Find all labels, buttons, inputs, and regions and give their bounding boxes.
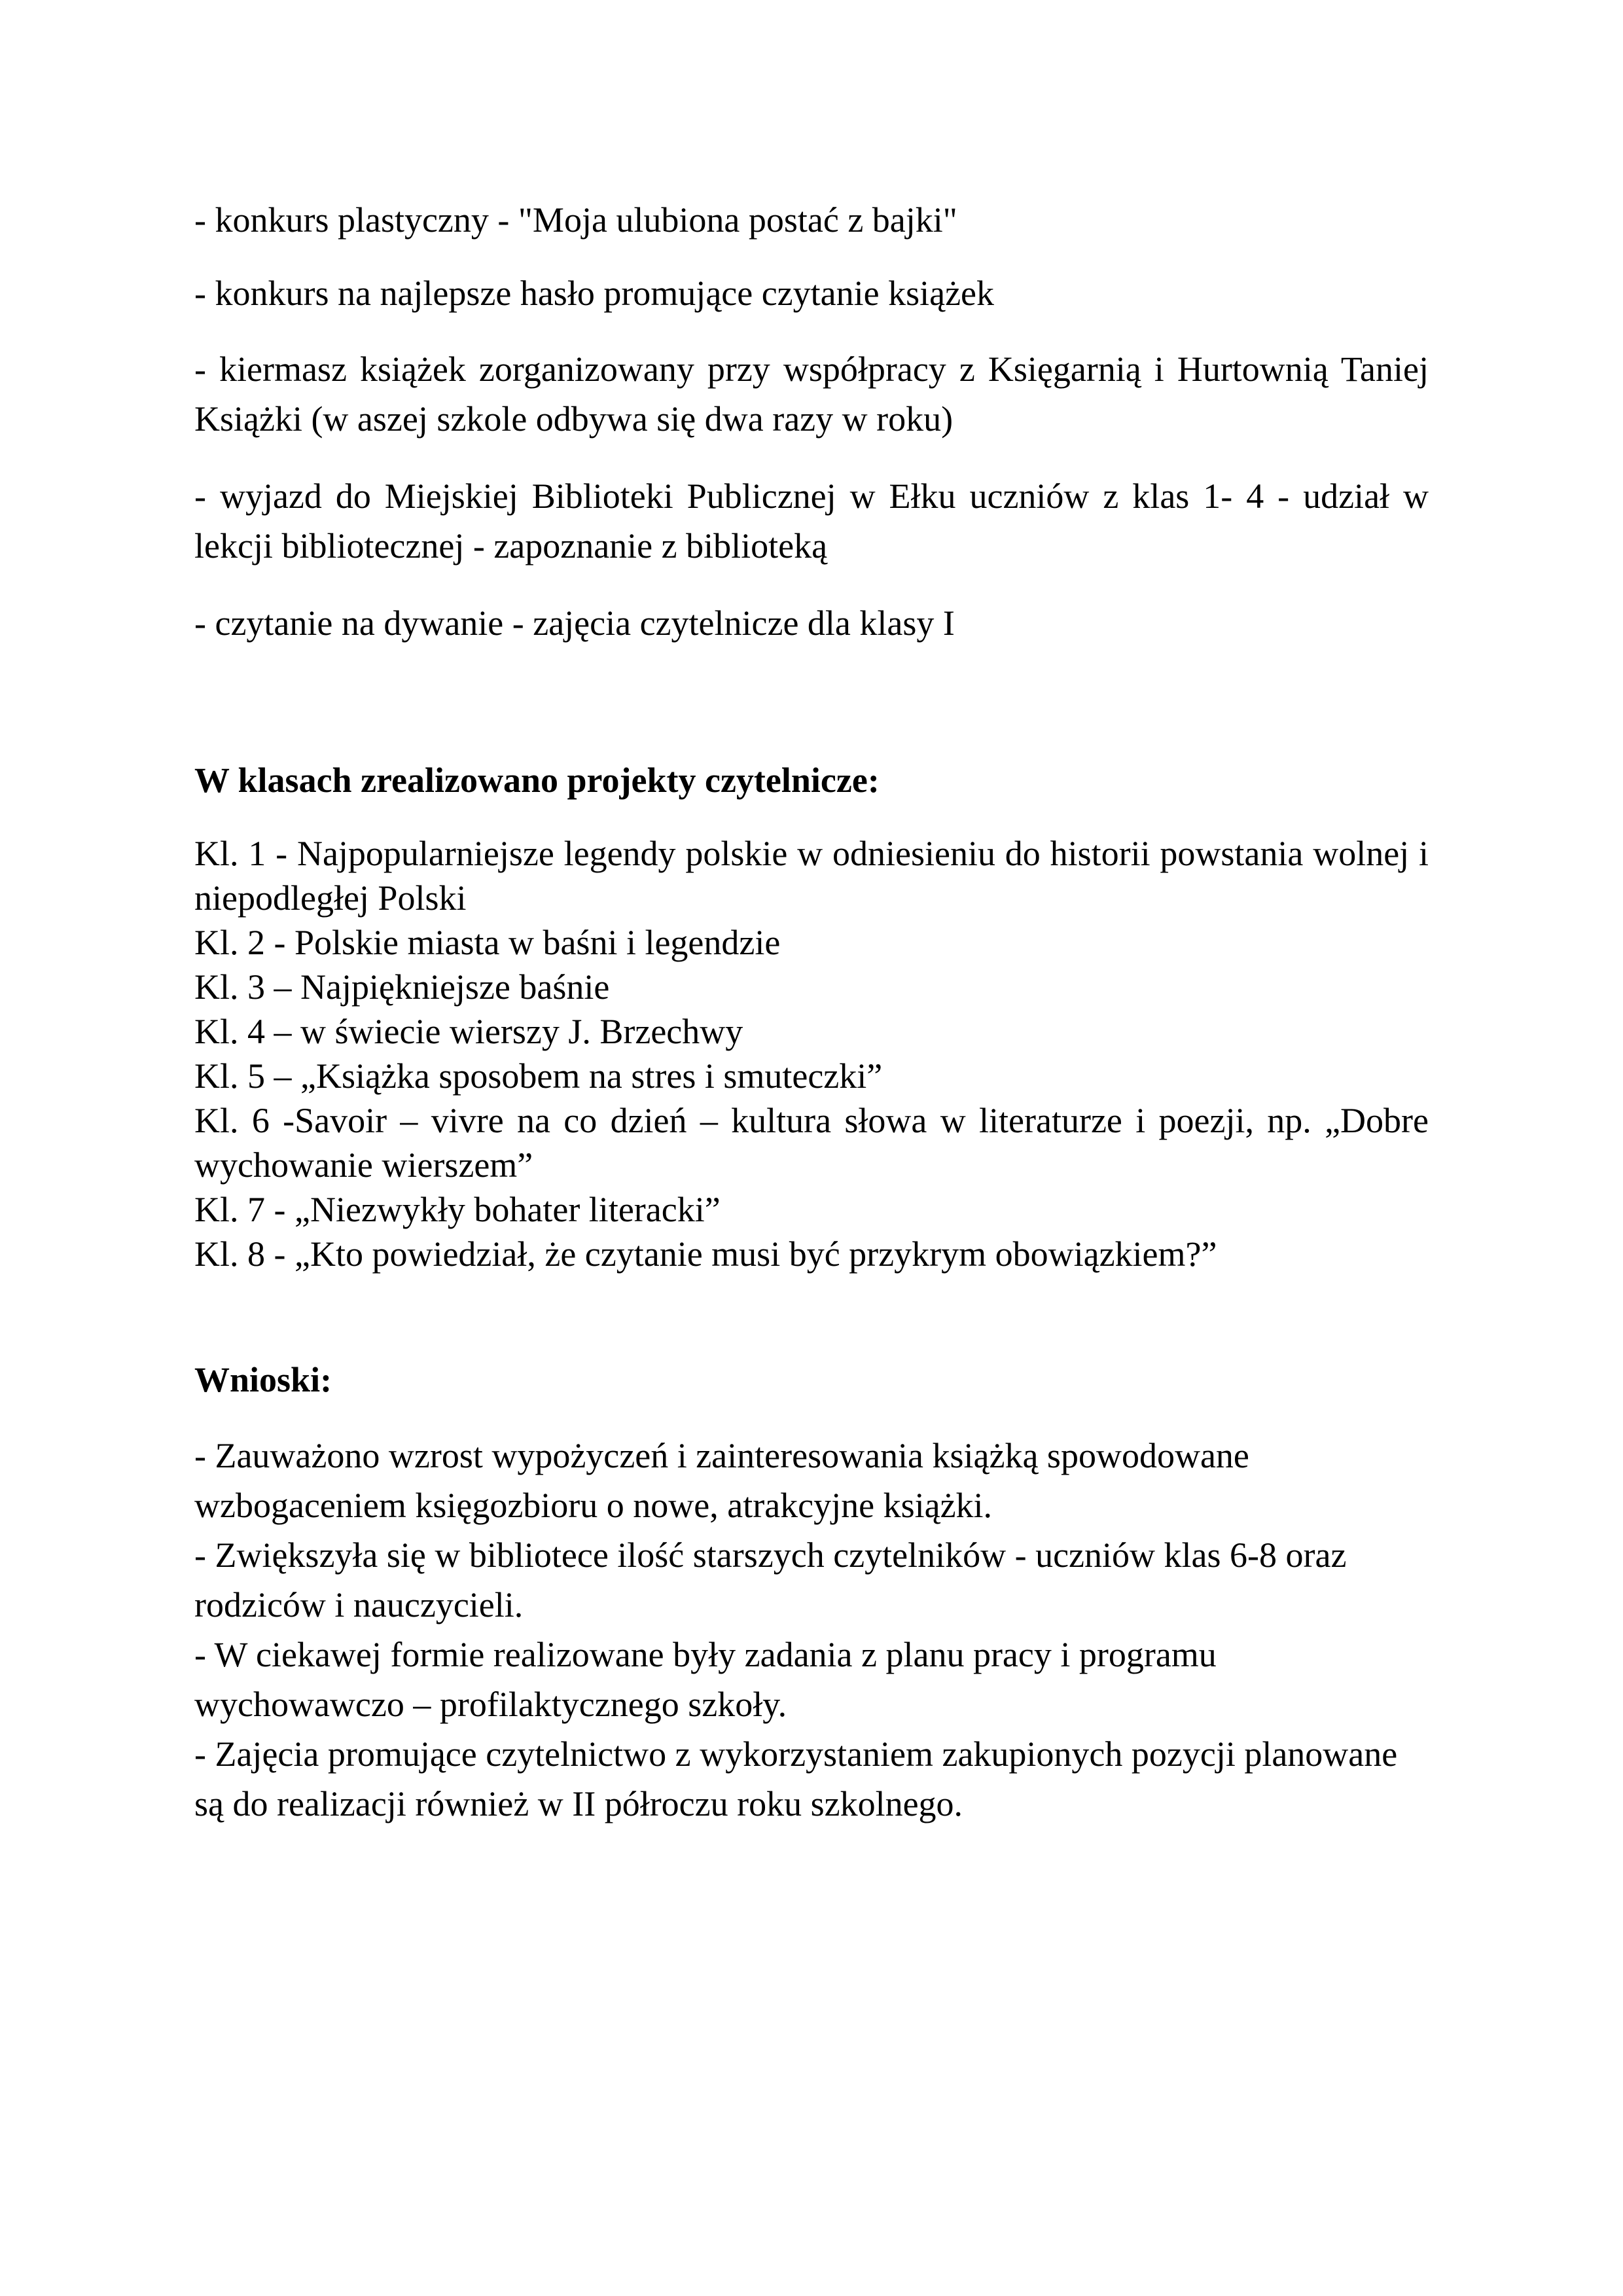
project-class-2: Kl. 2 - Polskie miasta w baśni i legendzie [194, 923, 781, 962]
conclusion-3: - W ciekawej formie realizowane były zadania z planu pracy i programu wychowawczo – profilaktycznego szkoły. [194, 1635, 1217, 1724]
activity-3: - kiermasz książek zorganizowany przy współpracy z Księgarnią i Hurtownią Taniej Książki (w aszej szkole odbywa się dwa razy w roku) [194, 350, 1429, 439]
project-class-8: Kl. 8 - „Kto powiedział, że czytanie musi być przykrym obowiązkiem?” [194, 1234, 1217, 1274]
project-class-3: Kl. 3 – Najpiękniejsze baśnie [194, 967, 610, 1007]
project-class-1: Kl. 1 - Najpopularniejsze legendy polskie w odniesieniu do historii powstania wolnej i niepodległej Polski [194, 834, 1429, 918]
project-class-4: Kl. 4 – w świecie wierszy J. Brzechwy [194, 1012, 743, 1051]
activity-1: - konkurs plastyczny - "Moja ulubiona postać z bajki" [194, 200, 957, 240]
conclusions-heading: Wnioski: [194, 1360, 332, 1399]
conclusion-4: - Zajęcia promujące czytelnictwo z wykorzystaniem zakupionych pozycji planowane są do realizacji również w II półroczu roku szkolnego. [194, 1734, 1398, 1823]
project-class-6: Kl. 6 -Savoir – vivre na co dzień – kultura słowa w literaturze i poezji, np. „Dobre wychowanie wierszem” [194, 1101, 1429, 1185]
project-class-7: Kl. 7 - „Niezwykły bohater literacki” [194, 1190, 721, 1229]
activity-4: - wyjazd do Miejskiej Biblioteki Publicznej w Ełku uczniów z klas 1- 4 - udział w lekcji bibliotecznej - zapoznanie z biblioteką [194, 476, 1429, 565]
activity-2: - konkurs na najlepsze hasło promujące czytanie książek [194, 274, 995, 313]
conclusion-1: - Zauważono wzrost wypożyczeń i zainteresowania książką spowodowane wzbogaceniem księgozbioru o nowe, atrakcyjne książki. [194, 1436, 1249, 1525]
project-class-5: Kl. 5 – „Książka sposobem na stres i smuteczki” [194, 1056, 883, 1096]
activity-5: - czytanie na dywanie - zajęcia czytelnicze dla klasy I [194, 603, 955, 643]
projects-heading: W klasach zrealizowano projekty czytelnicze: [194, 761, 880, 800]
conclusion-2: - Zwiększyła się w bibliotece ilość starszych czytelników - uczniów klas 6-8 oraz rodziców i nauczycieli. [194, 1535, 1347, 1624]
